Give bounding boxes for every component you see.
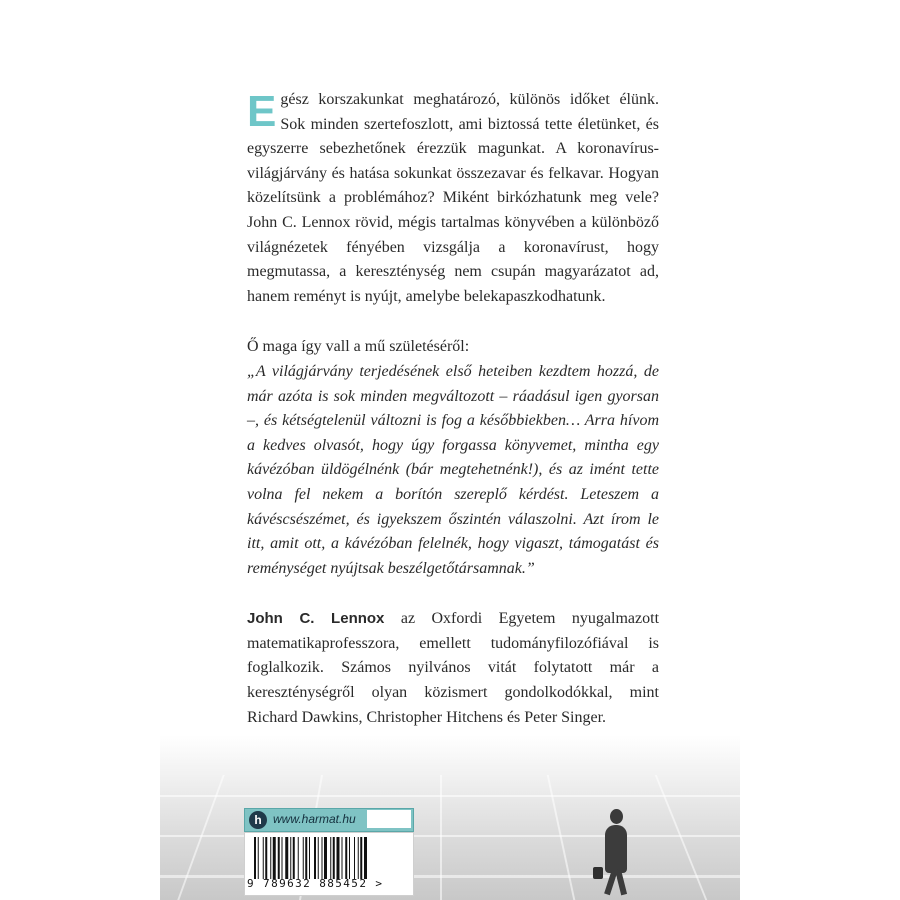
publisher-logo-icon: h	[249, 811, 267, 829]
blurb-paragraph-1-text: gész korszakunkat meghatározó, különös időket élünk. Sok minden szertefoszlott, ami biztossá tette életünket, és egyszerre sebezhetőnek érezzük magunkat. A koronavírus-világjárvány és hatása sokunkat összezavar és felkavar. Hogyan közelítsünk a problémához? Miként birkózhatunk meg vele? John C. Lennox rövid, mégis tartalmas könyvében a különböző világnézetek fényében vizsgálja a koronavírust, hogy megmutassa, a kereszténység nem csupán magyarázatot ad, hanem reményt is nyújt, amelybe belekapaszkodhatunk.	[247, 91, 659, 305]
author-bio-text: az Oxfordi Egyetem nyugalmazott matematikaprofesszora, emellett tudományfilozófiával is foglalkozik. Számos nyilvános vitát folytatott már a kereszténységről olyan közismert gondolkodókkal, mint Richard Dawkins, Christopher Hitchens és Peter Singer.	[247, 610, 660, 726]
walking-man-head	[610, 809, 623, 824]
price-label-area	[367, 810, 411, 828]
briefcase-icon	[593, 867, 603, 879]
quote-intro: Ő maga így vall a mű születéséről:	[247, 338, 470, 356]
isbn-barcode	[244, 832, 414, 896]
book-back-cover	[160, 0, 740, 900]
walking-man-figure	[605, 825, 627, 873]
barcode-bars	[254, 837, 402, 879]
drop-cap-letter: E	[247, 87, 277, 136]
publisher-url: www.harmat.hu	[273, 812, 356, 826]
blurb-paragraph-1	[247, 88, 659, 309]
author-bio	[247, 607, 659, 730]
author-quote: „A világjárvány terjedésének első heteiben kezdtem hozzá, de már azóta is sok minden megváltozott – ráadásul igen gyorsan –, és kétségtelenül változni is fog a későbbiekben… Arra hívom a kedves olvasót, hogy úgy forgassa könyvemet, mintha egy kávézóban üldögélnénk (bár megtehetnénk!), és az imént tette volna fel nekem a borítón szereplő kérdést. Leteszem a kávéscsészémet, és igyekszem őszintén válaszolni. Azt írom le itt, amit ott, a kávézóban felelnék, hogy vigaszt, támogatást és reménységet nyújtsak beszélgetőtársamnak.”	[247, 362, 659, 577]
isbn-digits: 9 789632 885452 >	[247, 877, 384, 890]
publisher-bar	[244, 808, 414, 832]
blurb-text	[247, 88, 659, 730]
author-name: John C. Lennox	[247, 610, 385, 628]
